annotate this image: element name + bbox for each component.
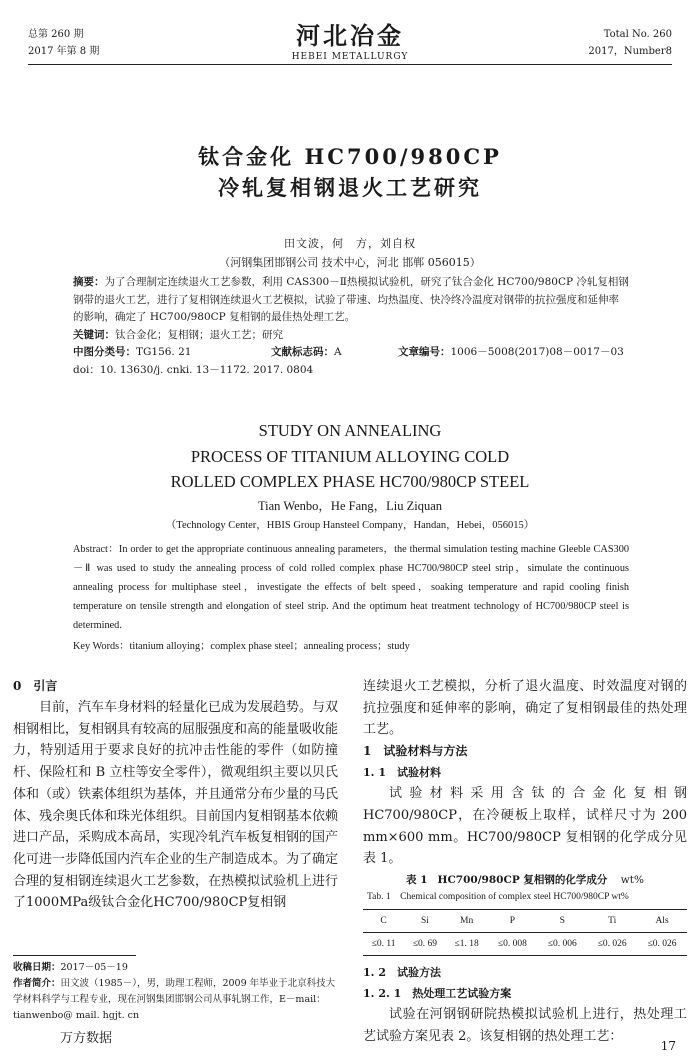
table-1-header-cell: P (509, 915, 516, 926)
authors-en: Tian Wenbo，He Fang，Liu Ziquan (257, 499, 443, 513)
received-label: 收稿日期： (13, 962, 61, 973)
clc-value: TG156. 21 (136, 346, 192, 358)
journal-name-en: HEBEI METALLURGY (291, 52, 409, 62)
abstract-en-text: In order to get the appropriate continuous annealing parameters，the thermal simulation testing machine Gleeble CAS300－Ⅱ was used to study the annealing process of cold rolled complex phase HC700/980CP steel strip，simulate the continuous annealing process for multiphase steel，investigate the effects of belt speed，soaking temperature and rapid cooling finish temperature on tensile strength and elongation of steel strip. And the optimum heat treatment technology of HC700/980CP steel is determined. (73, 544, 630, 631)
clc (73, 344, 191, 362)
abstract-cn-text: 为了合理制定连续退火工艺参数，利用 CAS300－Ⅱ热模拟试验机，研究了钛合金化 HC700/980CP 冷轧复相钢钢带的退火工艺，进行了复相钢连续退火工艺模拟，试验了带速、均热温度、快冷终冷温度对钢带的抗拉强度和延伸率的影响，确定了 HC700/980CP 复相钢的最佳热处理工艺。 (73, 276, 629, 323)
issue-year-en: 2017，Number8 (588, 46, 672, 57)
paper-title-en (0, 418, 700, 495)
table-1-value-cell: ≤0. 006 (547, 938, 577, 949)
paper-title-en-line1: STUDY ON ANNEALING (258, 421, 442, 440)
paper-title-cn (0, 141, 700, 203)
section-0-heading: 0 引言 (13, 679, 58, 693)
table-1-unit: wt% (620, 873, 644, 886)
table-1-caption-cn (363, 871, 687, 889)
issue-info-left (28, 26, 99, 60)
abstract-en (73, 540, 629, 635)
author-bio-label: 作者简介： (13, 978, 61, 989)
section-1-2-heading: 1. 2 试验方法 (363, 965, 441, 979)
meta-cn (73, 344, 629, 362)
clc-label: 中图分类号： (73, 346, 136, 358)
table-1-value-cell: ≤1. 18 (454, 938, 479, 949)
affiliation-cn: （河钢集团邯钢公司 技术中心，河北 邯郸 056015） (219, 256, 481, 269)
method-paragraph: 试验在河钢钢研院热模拟试验机上进行，热处理工艺试验方案见表 2。该复相钢的热处理工艺： (363, 1006, 687, 1044)
article-number-label: 文章编号： (398, 346, 451, 358)
table-1-caption-en: Tab. 1 Chemical composition of complex steel HC700/980CP wt% (367, 891, 629, 902)
continued-paragraph: 连续退火工艺模拟，分析了退火温度、时效温度对钢的抗拉强度和延伸率的影响，确定了复相钢最佳的热处理工艺。 (363, 679, 687, 738)
table-1-header-cell: Als (655, 915, 669, 926)
section-1-2-1-heading: 1. 2. 1 热处理工艺试验方案 (363, 986, 512, 1000)
table-1-value-cell: ≤0. 026 (647, 938, 677, 949)
received-value: 2017－05－19 (60, 962, 128, 973)
table-1 (363, 909, 687, 956)
abstract-cn (73, 274, 629, 327)
keywords-cn-text: 钛合金化；复相钢；退火工艺；研究 (115, 328, 283, 341)
author-bio-text: 田文波（1985－），男，助理工程师，2009 年毕业于北京科技大学材料科学与工程专业，现在河钢集团邯钢公司从事轧钢工作，E－mail：tianwenbo@ mail. hgjt. cn (13, 978, 336, 1021)
table-1-value-cell: ≤0. 11 (371, 938, 396, 949)
intro-paragraph: 目前，汽车车身材料的轻量化已成为发展趋势。与双相钢相比，复相钢具有较高的屈服强度和高的能量吸收能力，特别适用于要求良好的抗冲击性能的零件（如防撞杆、保险杠和 B 立柱等安全零件），微观组织主要以贝氏体和（或）铁素体组织为基体，并且通常分布少量的马氏体、残余奥氏体和珠光体组织。目前国内复相钢基本依赖进口产品，采购成本高昂，实现冷轧汽车板复相钢的国产化可进一步降低国内汽车企业的生产制造成本。为了确定合理的复相钢连续退火工艺参数，在热模拟试验机上进行了1000MPa级钛合金化HC700/980CP复相钢 (13, 700, 339, 911)
table-1-value-cell: ≤0. 026 (597, 938, 627, 949)
paper-title-en-line3: ROLLED COMPLEX PHASE HC700/980CP STEEL (170, 472, 530, 491)
keywords-en-text: titanium alloying；complex phase steel；annealing process；study (129, 641, 410, 652)
table-1-number: 表 1 (406, 873, 428, 886)
paper-title-cn-line2: 冷轧复相钢退火工艺研究 (218, 175, 482, 200)
journal-masthead (250, 22, 450, 63)
affiliation-en: （Technology Center，HBIS Group Hansteel Company，Handan，Hebei，056015） (165, 520, 535, 531)
keywords-cn (73, 327, 629, 345)
doc-code (271, 344, 342, 362)
page-number: 17 (660, 1039, 676, 1053)
table-1-header-cell: Ti (608, 915, 617, 926)
doi: doi：10. 13630/j. cnki. 13－1172. 2017. 0804 (73, 363, 314, 376)
left-column (13, 676, 338, 914)
keywords-en (73, 637, 629, 656)
table-1-value-cell: ≤0. 008 (497, 938, 527, 949)
paper-title-cn-line1: 钛合金化 HC700/980CP (198, 144, 502, 169)
journal-name-cn: 河北冶金 (296, 21, 404, 50)
author-bio (13, 976, 338, 1024)
table-1-header-cell: C (380, 915, 387, 926)
watermark: 万方数据 (60, 1031, 113, 1046)
table-1-value-row (363, 932, 687, 955)
materials-paragraph: 试验材料采用含钛的合金化复相钢 HC700/980CP，在冷硬板上取样，试样尺寸为 200 mm×600 mm。HC700/980CP 复相钢的化学成分见表 1。 (363, 786, 687, 867)
table-1-header-row (363, 909, 687, 932)
issue-total-cn: 总第 260 期 (28, 29, 84, 40)
issue-info-right (588, 26, 672, 60)
issue-total-en: Total No. 260 (603, 29, 672, 40)
keywords-en-label: Key Words： (73, 641, 130, 652)
table-1-header-cell: Mn (460, 915, 474, 926)
table-1-header-cell: S (559, 915, 565, 926)
article-number (398, 344, 624, 362)
article-number-value: 1006－5008(2017)08－0017－03 (450, 346, 624, 358)
right-column (363, 676, 687, 1047)
footnote-rule (13, 955, 136, 956)
footnote (13, 960, 338, 1024)
section-1-1-heading: 1. 1 试验材料 (363, 766, 441, 780)
doc-code-label: 文献标志码： (271, 346, 334, 358)
authors-cn: 田文波，何 方，刘自权 (284, 237, 416, 250)
keywords-cn-label: 关键词： (73, 328, 115, 341)
table-1-value-cell: ≤0. 69 (412, 938, 438, 949)
doc-code-value: A (334, 346, 342, 358)
section-1-heading: 1 试验材料与方法 (363, 744, 468, 759)
received-date (13, 960, 338, 976)
table-1-title-cn: HC700/980CP 复相钢的化学成分 (437, 873, 608, 886)
header-rule (28, 64, 672, 65)
abstract-en-label: Abstract： (73, 544, 119, 555)
abstract-cn-block (73, 274, 629, 379)
paper-title-en-line2: PROCESS OF TITANIUM ALLOYING COLD (190, 446, 510, 466)
abstract-cn-label: 摘要： (73, 276, 105, 288)
table-1-header-cell: Si (420, 915, 429, 926)
issue-year-cn: 2017 年第 8 期 (28, 46, 100, 57)
